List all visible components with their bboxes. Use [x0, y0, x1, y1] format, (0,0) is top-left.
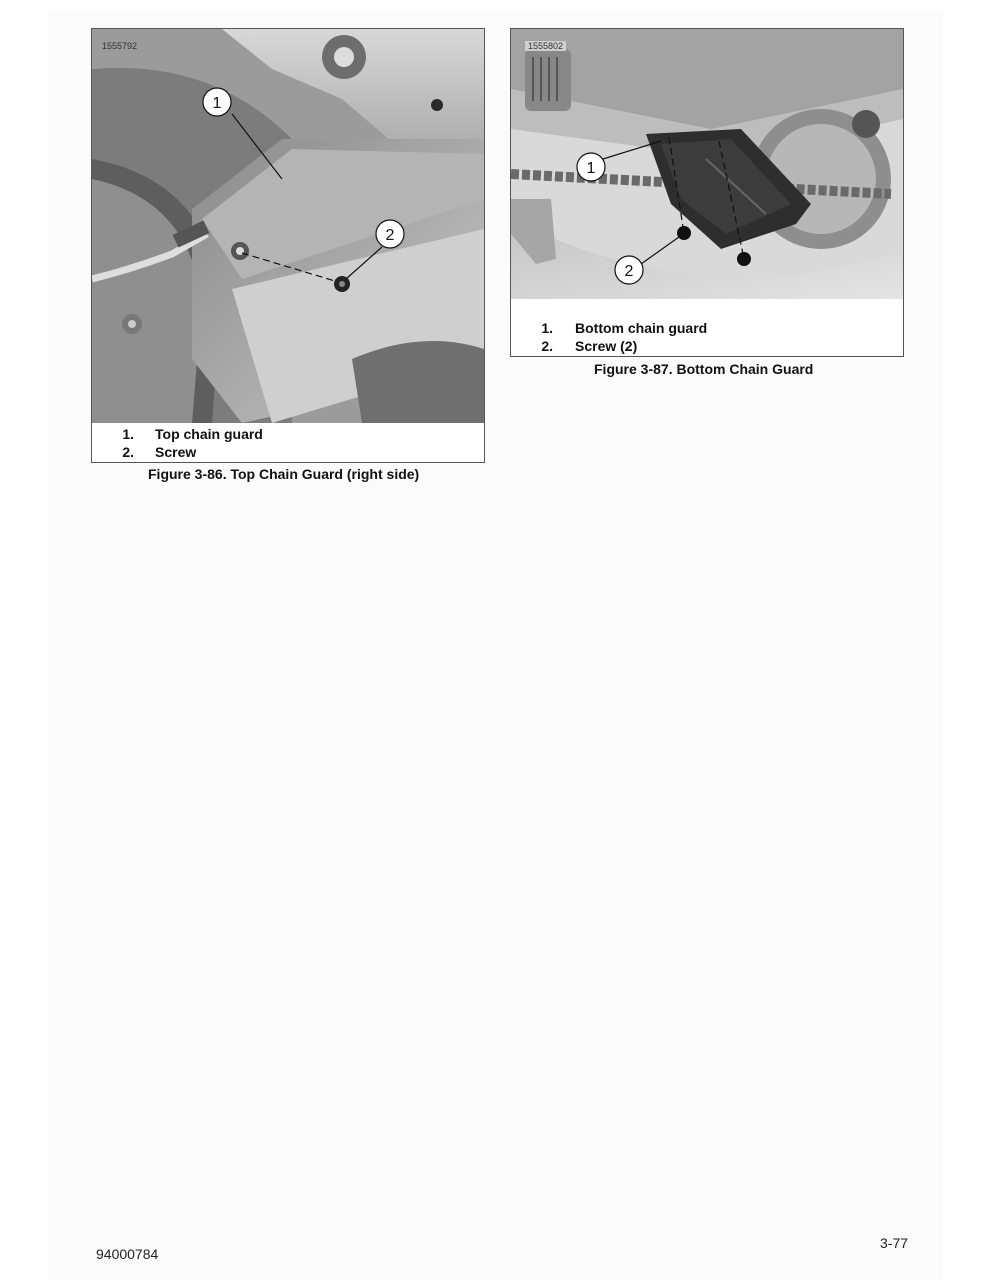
legend-text: Screw: [155, 444, 197, 460]
legend-item: [511, 319, 903, 337]
legend: [92, 425, 484, 461]
legend-text: Screw (2): [575, 338, 638, 354]
figure-caption: Figure 3-86. Top Chain Guard (right side): [148, 466, 420, 482]
page-number: 3-77: [880, 1235, 909, 1251]
bottom-chain-guard-illustration: [511, 29, 903, 299]
image-id: 1555792: [102, 41, 138, 51]
legend-text: Bottom chain guard: [575, 320, 708, 336]
top-chain-guard-illustration: [92, 29, 484, 423]
document-number: 94000784: [96, 1246, 159, 1262]
figure-caption: Figure 3-87. Bottom Chain Guard: [594, 361, 814, 377]
callout-2-label: 2: [385, 227, 395, 244]
legend-number: 2.: [541, 338, 553, 354]
legend-number: 1.: [122, 426, 134, 442]
callout-1-label: 1: [212, 95, 222, 112]
image-id: 1555802: [525, 41, 566, 51]
figure-3-87-frame: [510, 28, 904, 357]
legend-text: Top chain guard: [155, 426, 263, 442]
legend-number: 2.: [122, 444, 134, 460]
legend-item: [92, 443, 484, 461]
legend-item: [511, 337, 903, 355]
callout-2-label: 2: [624, 263, 634, 280]
callout-1-label: 1: [586, 160, 596, 177]
figure-3-86-frame: [91, 28, 485, 463]
legend: [511, 319, 903, 355]
legend-number: 1.: [541, 320, 553, 336]
legend-item: [92, 425, 484, 443]
